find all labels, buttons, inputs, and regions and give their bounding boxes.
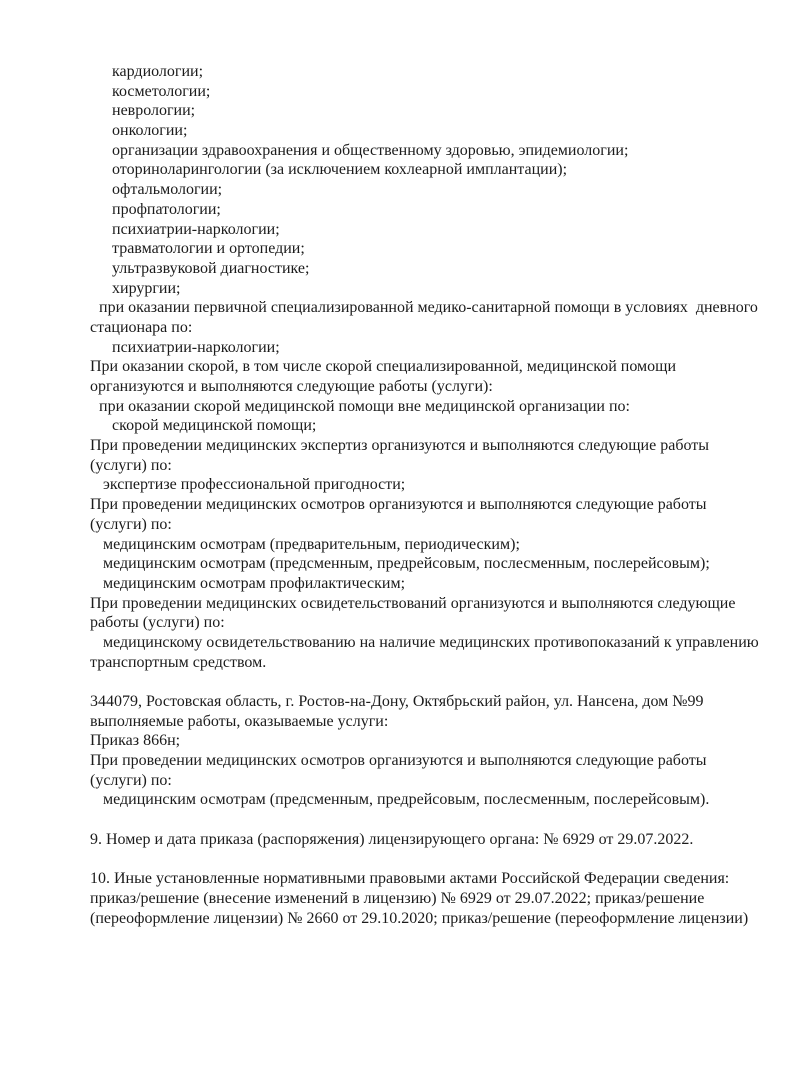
document-line: травматологии и ортопедии; [112, 240, 305, 258]
document-line: скорой медицинской помощи; [112, 417, 317, 435]
document-line: 10. Иные установленные нормативными правовыми актами Российской Федерации сведения: [90, 870, 730, 888]
document-line: Приказ 866н; [90, 732, 181, 750]
document-line: медицинским осмотрам (предсменным, предрейсовым, послесменным, послерейсовым). [103, 791, 710, 809]
document-line: кардиологии; [112, 63, 204, 80]
document-line: ультразвуковой диагностике; [112, 259, 310, 277]
document-line: медицинским осмотрам профилактическим; [103, 574, 406, 592]
document-line: При оказании скорой, в том числе скорой специализированной, медицинской помощи [90, 358, 677, 376]
document-blank-line [90, 672, 782, 692]
document-line: офтальмологии; [112, 181, 223, 199]
document-line: неврологии; [112, 102, 196, 120]
document-line: психиатрии-наркологии; [112, 338, 280, 356]
document-line: организации здравоохранения и общественному здоровью, эпидемиологии; [112, 141, 629, 159]
document-line: работы (услуги) по: [90, 614, 225, 632]
document-line: При проведении медицинских освидетельствований организуются и выполняются следующие [90, 594, 736, 612]
document-line: оториноларингологии (за исключением кохлеарной имплантации); [112, 161, 568, 179]
document-line: стационара по: [90, 318, 193, 336]
document-line: онкологии; [112, 122, 188, 140]
document-line: медицинским осмотрам (предварительным, периодическим); [103, 535, 520, 553]
document-blank-line [90, 810, 782, 830]
document-line: при оказании скорой медицинской помощи вне медицинской организации по: [99, 397, 630, 415]
document-line: косметологии; [112, 82, 211, 100]
document-line: медицинским осмотрам (предсменным, предрейсовым, послесменным, послерейсовым); [103, 555, 710, 573]
document-line: (услуги) по: [90, 515, 172, 533]
document-line: (услуги) по: [90, 456, 172, 474]
document-line: организуются и выполняются следующие работы (услуги): [90, 378, 493, 395]
document-line: (переоформление лицензии) № 2660 от 29.10.2020; приказ/решение (переоформление лицензии) [90, 909, 749, 927]
document-line: При проведении медицинских осмотров организуются и выполняются следующие работы [90, 752, 707, 770]
document-line: При проведении медицинских осмотров организуются и выполняются следующие работы [90, 496, 707, 514]
document-line: (услуги) по: [90, 771, 172, 789]
document-text-block [90, 62, 782, 928]
document-line: приказ/решение (внесение изменений в лицензию) № 6929 от 29.07.2022; приказ/решение [90, 889, 705, 907]
document-line: экспертизе профессиональной пригодности; [103, 476, 406, 494]
document-line: хирургии; [112, 279, 181, 297]
document-line: 9. Номер и дата приказа (распоряжения) лицензирующего органа: № 6929 от 29.07.2022. [90, 830, 694, 848]
document-line: При проведении медицинских экспертиз организуются и выполняются следующие работы [90, 437, 709, 455]
document-line: транспортным средством. [90, 653, 267, 671]
document-line: психиатрии-наркологии; [112, 220, 280, 238]
document-line: 344079, Ростовская область, г. Ростов-на-Дону, Октябрьский район, ул. Нансена, дом №99 [90, 693, 704, 710]
document-line: профпатологии; [112, 200, 221, 218]
document-line: медицинскому освидетельствованию на наличие медицинских противопоказаний к управлению [103, 633, 759, 651]
document-line: выполняемые работы, оказываемые услуги: [90, 712, 389, 730]
document-line: при оказании первичной специализированной медико-санитарной помощи в условиях дневного [99, 299, 758, 317]
document-blank-line [90, 850, 782, 870]
